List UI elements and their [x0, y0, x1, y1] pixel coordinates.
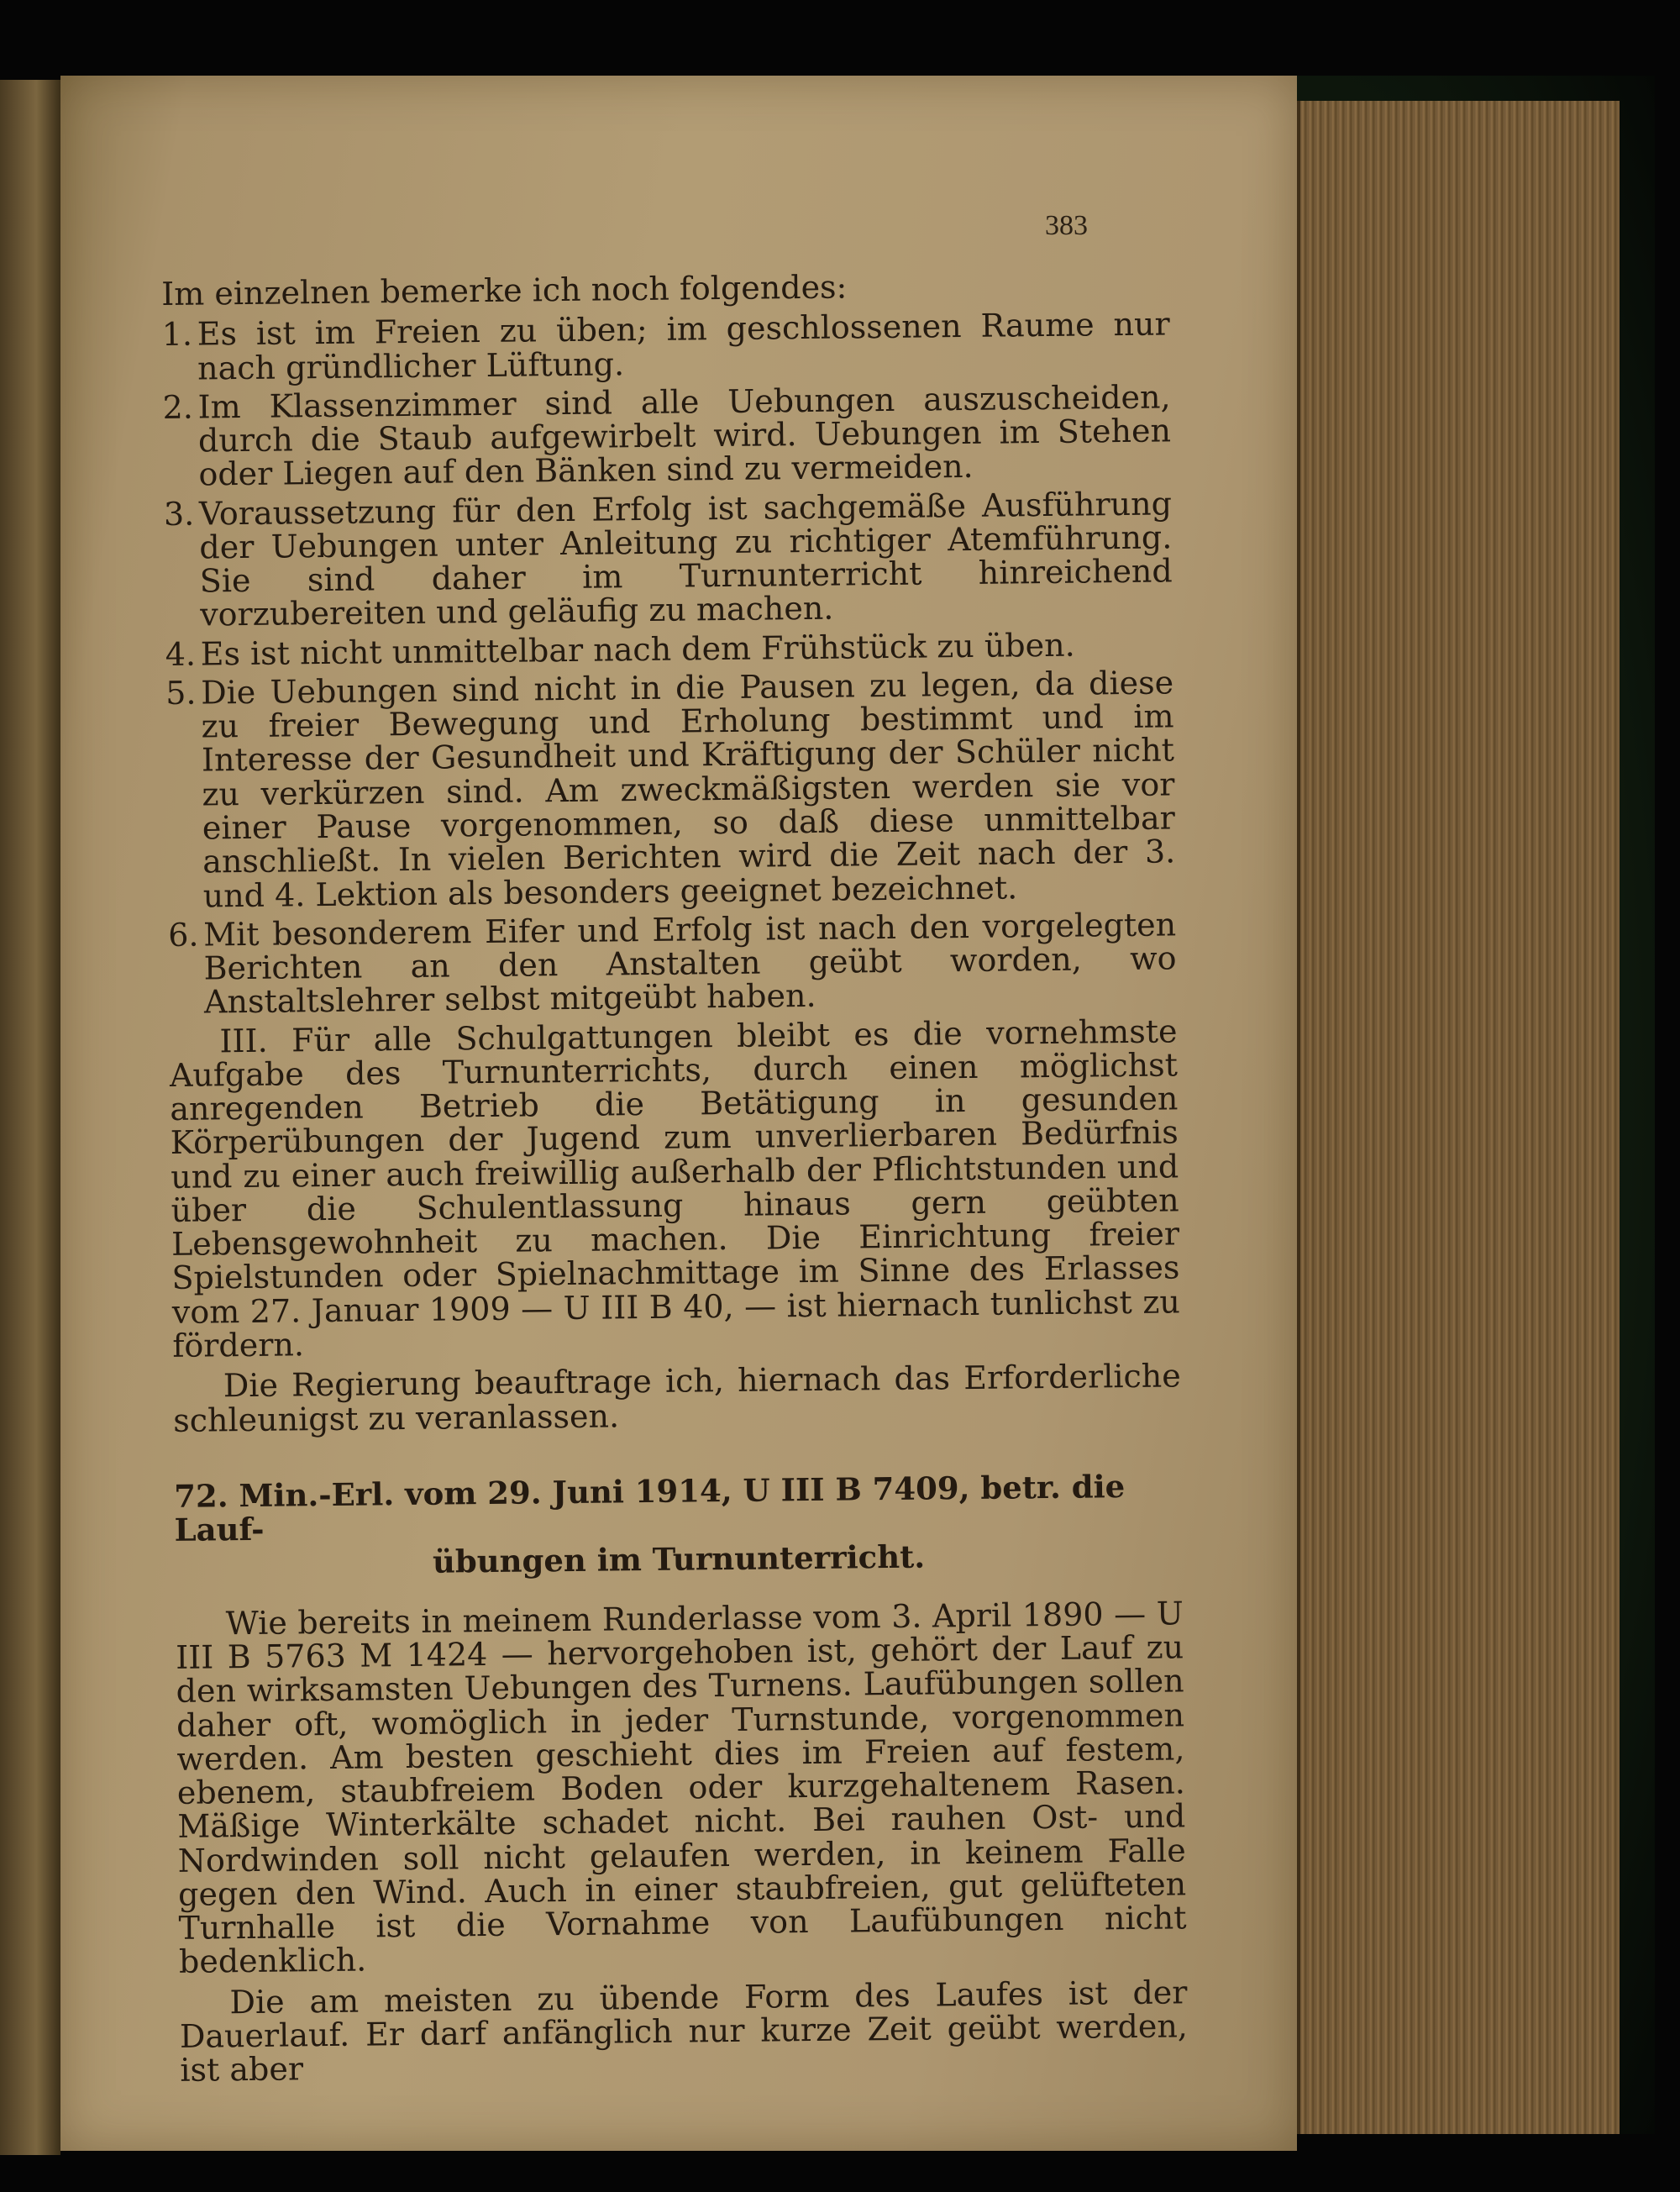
closing-paragraph: Die Regierung beauftrage ich, hiernach das Erforderliche schleunigst zu veranlassen.: [173, 1357, 1181, 1439]
list-text: Voraussetzung für den Erfolg ist sachgemäße Ausführung der Uebungen unter Anleitung zu richtiger Atemführung. Sie sind daher im Turnunterricht hinreichend vorzubereiten und geläufig zu machen.: [198, 485, 1173, 633]
list-text: Mit besonderem Eifer und Erfolg ist nach den vorgelegten Berichten an den Anstalten geübt worden, wo Anstaltslehrer selbst mitgeübt haben.: [202, 906, 1177, 1021]
page-text: [161, 266, 1189, 2094]
decree-heading-line1: 72. Min.-Erl. vom 29. Juni 1914, U III B 7409, betr. die Lauf-: [173, 1467, 1126, 1549]
list-item: [164, 486, 1173, 633]
list-item: [165, 664, 1176, 915]
book-page: [60, 76, 1297, 2151]
list-number: 3.: [163, 495, 195, 533]
list-text: Die Uebungen sind nicht in die Pausen zu legen, da diese zu freier Bewegung und Erholung bestimmt und im Interesse der Gesundheit und Kräftigung der Schüler nicht zu verkürzen sind. Am zweckmäßigsten werden sie vor einer Pause vorgenommen, so daß diese unmittelbar anschließt. In vielen Berichten wird die Zeit nach der 3. und 4. Lektion als besonders geeignet bezeichnet.: [200, 664, 1176, 915]
list-text: Im Klassenzimmer sind alle Uebungen auszuscheiden, durch die Staub aufgewirbelt wird. Uebungen im Stehen oder Liegen auf den Bänken sind zu vermeiden.: [197, 378, 1172, 493]
intro-line: Im einzelnen bemerke ich noch folgendes:: [160, 268, 848, 313]
previous-page-edge: [0, 80, 60, 2155]
section-three-paragraph: III. Für alle Schulgattungen bleibt es die vornehmste Aufgabe des Turnunterrichts, durch einen möglichst anregenden Betrieb die Betätigung in gesunden Körperübungen der Jugend zum unverlierbaren Bedürfnis und zu einer auch freiwillig außerhalb der Pflichtstunden und über die Schulentlassung hinaus gern geübten Lebensgewohnheit zu machen. Die Einrichtung freier Spielstunden oder Spielnachmittage im Sinne des Erlasses vom 27. Januar 1909 — U III B 40, — ist hiernach tunlichst zu fördern.: [169, 1012, 1181, 1364]
decree-heading: [174, 1469, 1183, 1582]
decree-paragraph-2: Die am meisten zu übende Form des Laufes ist der Dauerlauf. Er darf anfänglich nur kurze Zeit geübt werden, ist aber: [179, 1974, 1189, 2089]
list-item: [162, 380, 1171, 491]
page-number: 383: [1045, 210, 1088, 241]
list-number: 4.: [165, 635, 197, 673]
list-item: [165, 627, 1173, 671]
list-text: Es ist im Freien zu üben; im geschlossenen Raume nur nach gründlicher Lüftung.: [197, 305, 1170, 387]
book-page-edges: [1294, 101, 1620, 2134]
list-number: 2.: [162, 388, 194, 426]
list-number: 6.: [167, 916, 199, 954]
list-number: 5.: [165, 674, 197, 712]
list-text: Es ist nicht unmittelbar nach dem Frühstück zu üben.: [200, 626, 1075, 673]
list-number: 1.: [161, 315, 193, 354]
list-item: [168, 907, 1177, 1019]
list-item: [161, 305, 1171, 387]
decree-heading-line2: übungen im Turnunterricht.: [432, 1538, 926, 1580]
decree-paragraph-1: Wie bereits in meinem Runderlasse vom 3. April 1890 — U III B 5763 M 1424 — hervorgehoben ist, gehört der Lauf zu den wirksamsten Uebungen des Turnens. Laufübungen sollen daher oft, womöglich in jeder Turnstunde, vorgenommen werden. Am besten geschieht dies im Freien auf festem, ebenem, staubfreiem Boden oder kurzgehaltenem Rasen. Mäßige Winterkälte schadet nicht. Bei rauhen Ost- und Nordwinden soll nicht gelaufen werden, in keinem Falle gegen den Wind. Auch in einer staubfreien, gut gelüfteten Turnhalle ist die Vornahme von Laufübungen nicht bedenklich.: [175, 1595, 1187, 1981]
